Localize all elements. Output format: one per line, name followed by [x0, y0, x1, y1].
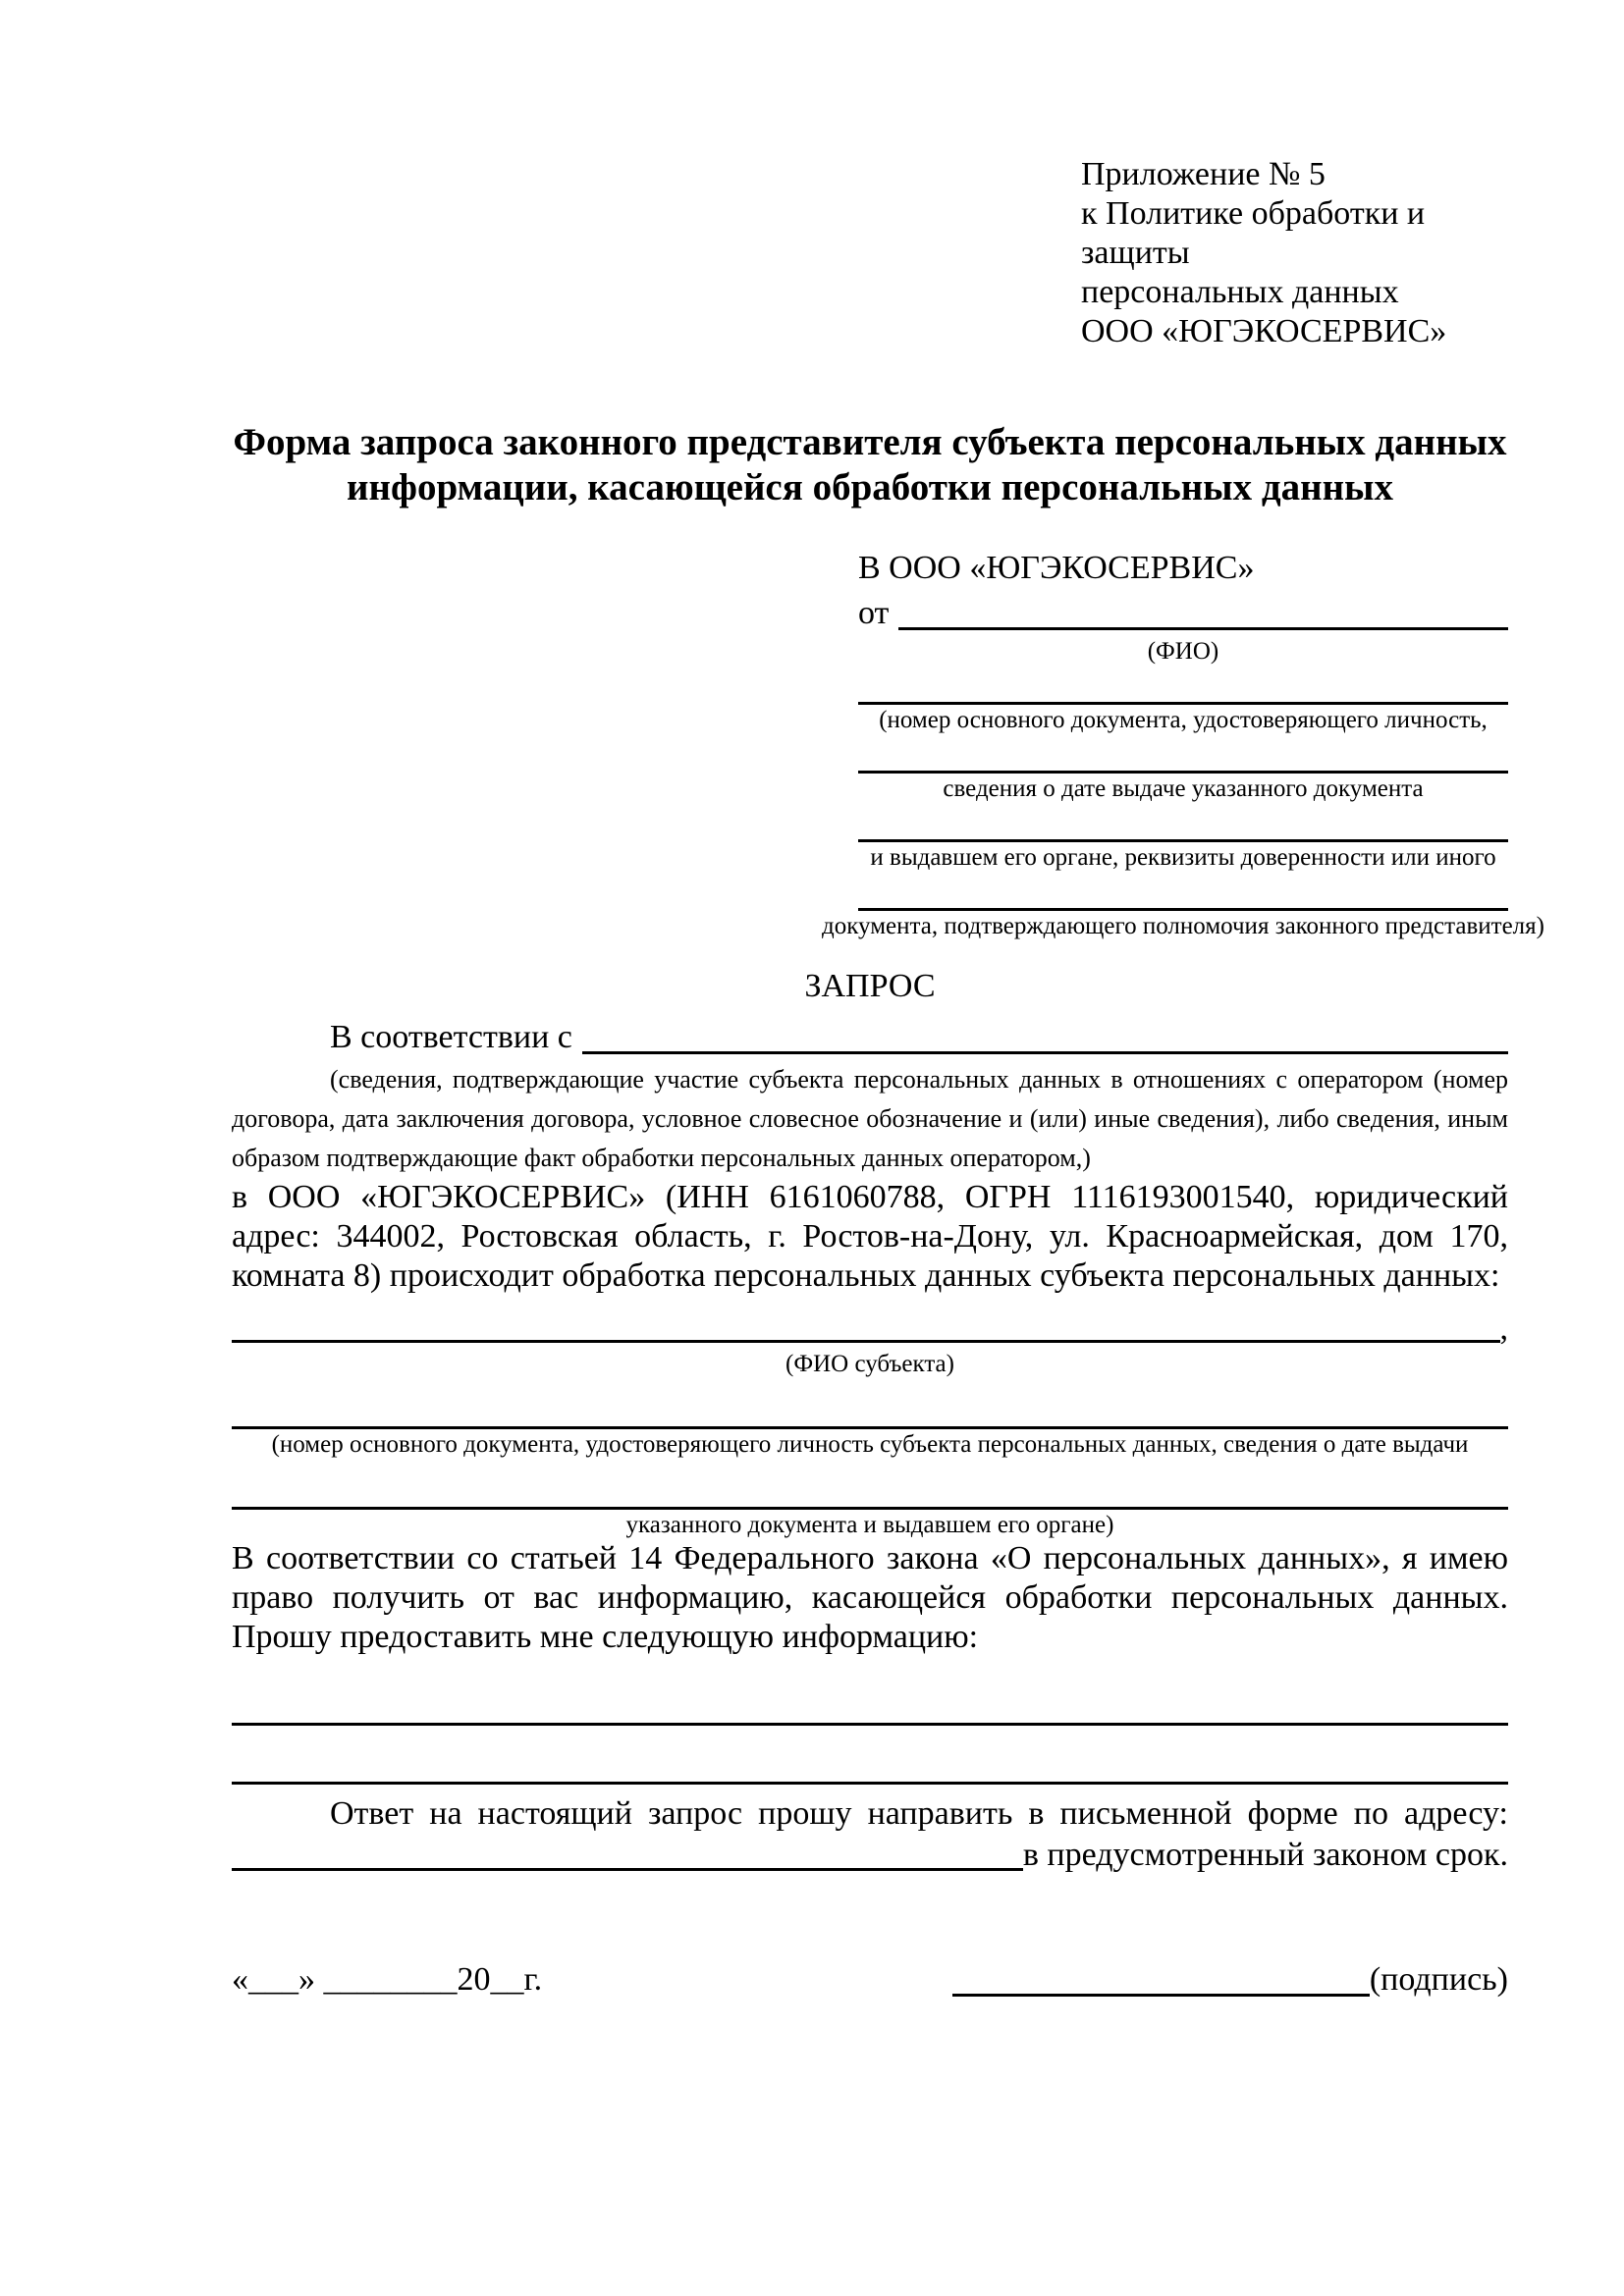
- subject-line-comma: ,: [1499, 1310, 1508, 1347]
- representative-name-line[interactable]: [898, 620, 1508, 630]
- representative-doc-caption-4: документа, подтверждающего полномочия законного представителя): [822, 913, 1544, 939]
- rights-paragraph: В соответствии со статьей 14 Федерального закона «О персональных данных», я имею право получить от вас информацию, касающейся обработки персональных данных. Прошу предоставить мне следующую информацию:: [232, 1540, 1508, 1655]
- subject-doc-line-1[interactable]: [232, 1398, 1508, 1429]
- reply-paragraph: Ответ на настоящий запрос прошу направить в письменной форме по адресу:: [330, 1795, 1508, 1832]
- reply-suffix: в предусмотренный законом срок.: [1022, 1837, 1508, 1873]
- representative-doc-line-4[interactable]: [858, 880, 1508, 911]
- representative-doc-line-3[interactable]: [858, 811, 1508, 842]
- basis-row: [232, 1015, 1508, 1060]
- from-row: [858, 591, 1508, 636]
- signature-group: [952, 1957, 1508, 2002]
- appendix-line-2: к Политике обработки и защиты: [1081, 195, 1426, 271]
- fio-caption-wrap: [858, 638, 1508, 666]
- request-heading: ЗАПРОС: [804, 968, 936, 1004]
- signature-caption: (подпись): [1369, 1961, 1508, 1998]
- info-request-line-2[interactable]: [232, 1747, 1508, 1785]
- subject-doc-caption-1: (номер основного документа, удостоверяющего личность субъекта персональных данных, сведения о дате выдачи: [271, 1431, 1469, 1458]
- date-line[interactable]: «___» ________20__г.: [232, 1961, 543, 1998]
- title-line-1: Форма запроса законного представителя субъекта персональных данных: [233, 421, 1507, 463]
- info-request-line-1[interactable]: [232, 1688, 1508, 1726]
- subject-fio-caption: (ФИО субъекта): [785, 1351, 954, 1377]
- appendix-block: [1081, 155, 1508, 351]
- footer-row: [232, 1957, 1508, 2002]
- representative-doc-caption-2: сведения о дате выдаче указанного документа: [943, 775, 1424, 802]
- fio-caption: (ФИО): [1147, 638, 1219, 665]
- operator-paragraph: в ООО «ЮГЭКОСЕРВИС» (ИНН 6161060788, ОГРН 1116193001540, юридический адрес: 344002, Ростовская область, г. Ростов-на-Дону, ул. Красноармейская, дом 170, комната 8) происходит обработка персональных данных субъекта персональных данных:: [232, 1179, 1508, 1294]
- title-line-2: информации, касающейся обработки персональных данных: [347, 466, 1393, 508]
- from-label: от: [858, 595, 890, 631]
- subject-doc-caption-2: указанного документа и выдавшем его органе): [625, 1512, 1114, 1538]
- document-title: [232, 420, 1508, 510]
- basis-note: (сведения, подтверждающие участие субъекта персональных данных в отношениях с оператором (номер договора, дата заключения договора, условное словесное обозначение и (или) иные сведения), либо сведения, иным образом подтверждающие факт обработки персональных данных оператором,): [232, 1065, 1508, 1172]
- appendix-line-3: персональных данных: [1081, 274, 1399, 310]
- basis-label: В соответствии с: [330, 1019, 572, 1055]
- reply-address-row: [232, 1834, 1508, 1877]
- representative-doc-line-2[interactable]: [858, 742, 1508, 774]
- reply-address-line[interactable]: [232, 1861, 1023, 1871]
- addressee-block: [822, 546, 1544, 940]
- basis-line[interactable]: [582, 1044, 1508, 1054]
- representative-doc-line-1[interactable]: [858, 673, 1508, 705]
- appendix-line-4: ООО «ЮГЭКОСЕРВИС»: [1081, 313, 1447, 349]
- addressee-org: В ООО «ЮГЭКОСЕРВИС»: [858, 550, 1255, 586]
- subject-doc-line-2[interactable]: [232, 1478, 1508, 1510]
- appendix-line-1: Приложение № 5: [1081, 156, 1326, 192]
- representative-doc-caption-3: и выдавшем его органе, реквизиты доверенности или иного: [870, 844, 1496, 871]
- representative-doc-caption-1: (номер основного документа, удостоверяющего личность,: [879, 707, 1488, 733]
- subject-fio-row: [232, 1309, 1508, 1349]
- signature-line[interactable]: [952, 1987, 1370, 1997]
- subject-fio-line[interactable]: [232, 1333, 1500, 1343]
